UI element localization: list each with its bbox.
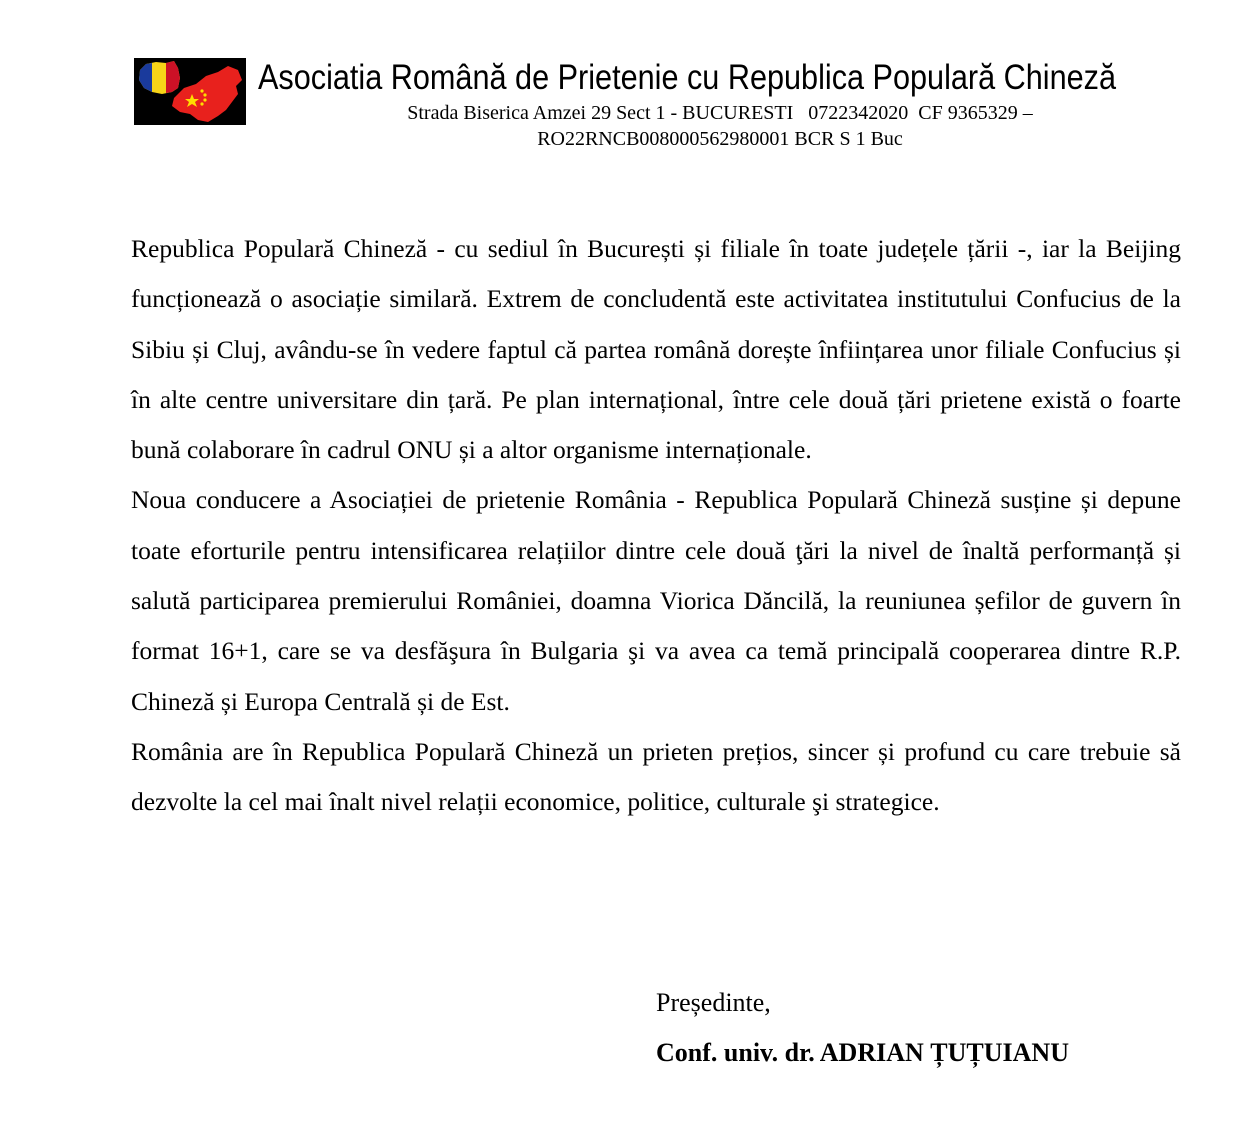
organization-name: Asociatia Română de Prietenie cu Republica Populară Chineză bbox=[258, 58, 1117, 97]
signature-block bbox=[656, 978, 1069, 1078]
signature-title: Președinte, bbox=[656, 988, 771, 1017]
address-line-2: RO22RNCB0080005629800​01 BCR S 1 Buc bbox=[537, 128, 903, 150]
address-line-1: Strada Biserica Amzei 29 Sect 1 - BUCURESTI 0722342020 CF 9365329 – bbox=[407, 102, 1033, 124]
signature-name: Conf. univ. dr. ADRIAN ȚUȚUIANU bbox=[656, 1038, 1069, 1067]
paragraph-1: Republica Populară Chineză - cu sediul în București și filiale în toate județele țării -, iar la Beijing funcționează o asociație similară. Extrem de concludentă este activitatea institutului Confucius de la Sibiu și Cluj, avându-se în vedere faptul că partea română dorește înființarea unor filiale Confucius și în alte centre universitare din țară. Pe plan internațional, între cele două țări prietene există o foarte bună colaborare în cadrul ONU și a altor organisme internaționale. bbox=[131, 234, 1181, 465]
address-block bbox=[300, 100, 1140, 152]
romania-china-flag-map-icon bbox=[134, 58, 246, 125]
paragraph-3: România are în Republica Populară Chineză un prieten prețios, sincer și profund cu care trebuie să dezvolte la cel mai înalt nivel relații economice, politice, culturale şi strategice. bbox=[131, 736, 1181, 817]
letter-body bbox=[131, 224, 1181, 828]
paragraph-2: Noua conducere a Asociației de prietenie România - Republica Populară Chineză susține și depune toate eforturile pentru intensificarea relațiilor dintre cele două ţări la nivel de înaltă performanță și salută participarea premierului României, doamna Viorica Dăncilă, la reuniunea șefilor de guvern în format 16+1, care se va desfăşura în Bulgaria şi va avea ca temă principală cooperarea dintre R.P. Chineză și Europa Centrală și de Est. bbox=[131, 485, 1181, 716]
